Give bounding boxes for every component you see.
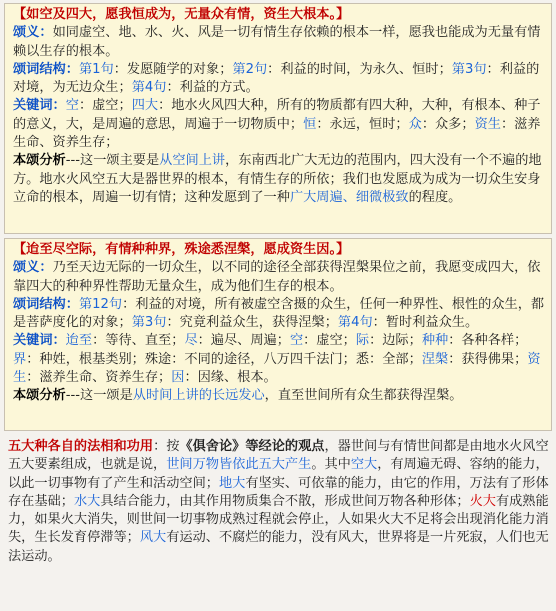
structure-key: 第12句 xyxy=(78,296,123,312)
verse-2-analysis xyxy=(13,387,545,405)
keyword-def: ：地水火风四大种，所有的物质都有四大种，大种，有根本、种子的意义，大，是周遍的意思，周遍于一切物质中； xyxy=(13,98,541,132)
keyword: 种种 xyxy=(421,333,449,349)
elements-text: ，器世间与有情世间都是由地水火风空五大要素组成，也就是说， xyxy=(8,439,549,473)
analysis-text: ---这一颂是 xyxy=(65,388,133,404)
keyword-def: ：种姓，根基类别；殊途：不同的途径，八万四千法门；悉：全部； xyxy=(26,351,422,367)
structure-key: 第4句 xyxy=(337,315,373,331)
verse-2-structure xyxy=(13,296,545,333)
analysis-label: 本颂分析 xyxy=(13,388,66,404)
elements-text: 具结合能力，由其作用物质集合不散，形成世间万物各种形体； xyxy=(100,493,470,509)
keyword-def: ：众多； xyxy=(421,116,475,132)
meaning-text: 如同虚空、地、水、火、风是一切有情生存依赖的根本一样，愿我也能成为无量有情赖以生存的根本。 xyxy=(13,25,541,59)
keyword: 涅槃 xyxy=(421,351,449,367)
elements-text: ：按 xyxy=(153,439,180,454)
meaning-label: 颂义： xyxy=(13,260,53,276)
analysis-label: 本颂分析 xyxy=(13,153,66,169)
elements-highlight: 世间万物皆依此五大产生 xyxy=(166,457,312,473)
structure-value: ：利益的对境，所有被虚空含摄的众生，任何一种界性、根性的众生，都是菩萨度化的对象； xyxy=(13,296,545,331)
analysis-highlight: 广大周遍、细微极致 xyxy=(289,189,409,205)
verse-section-1 xyxy=(4,3,552,234)
keyword-def: ：滋养生命、资养生存； xyxy=(13,116,541,151)
meaning-label: 颂义： xyxy=(13,25,53,41)
verse-2-keywords xyxy=(13,332,545,387)
keywords-label: 关键词： xyxy=(13,333,66,349)
verse-1-title: 【如空及四大，愿我恒成为，无量众有情，资生大根本。】 xyxy=(13,7,350,22)
keyword-def: ：遍尽、周遍； xyxy=(197,333,290,349)
structure-key: 第4句 xyxy=(131,80,167,96)
structure-label: 颂词结构： xyxy=(13,296,79,312)
structure-label: 颂词结构： xyxy=(13,61,79,77)
keyword-def: ：永远，恒时； xyxy=(316,116,409,132)
verse-1-structure xyxy=(13,61,545,98)
book-title: 《俱舍论》 xyxy=(179,439,246,454)
keyword: 四大 xyxy=(131,98,159,114)
analysis-highlight: 从空间上讲 xyxy=(159,153,226,169)
analysis-text: ---这一颂主要是 xyxy=(65,153,160,169)
element-space: 空大 xyxy=(350,457,378,473)
analysis-highlight: 从时间上讲的长远发心 xyxy=(132,388,265,404)
keyword-def: ：获得佛果； xyxy=(448,351,528,367)
keyword: 因 xyxy=(171,370,185,386)
keyword: 空 xyxy=(65,98,79,114)
keyword: 众 xyxy=(408,116,422,132)
elements-text: 。其中 xyxy=(311,457,351,473)
analysis-text: 的程度。 xyxy=(408,189,462,205)
structure-key: 第3句 xyxy=(131,315,167,331)
elements-title: 五大种各自的法相和功用 xyxy=(8,439,154,454)
keyword-def: ：边际； xyxy=(369,333,422,349)
verse-2-title: 【迨至尽空际，有情种种界，殊途悉涅槃，愿成资生因。】 xyxy=(13,242,350,257)
verse-1-meaning xyxy=(13,24,545,61)
elements-section xyxy=(4,438,552,566)
structure-key: 第2句 xyxy=(232,61,268,77)
analysis-text: ，直至世间所有众生都获得涅槃。 xyxy=(264,388,463,404)
element-fire: 火大 xyxy=(469,493,496,509)
structure-value: ：利益的方式。 xyxy=(166,80,259,96)
keyword-def: ：各种各样； xyxy=(448,333,528,349)
keyword: 资生 xyxy=(474,116,501,132)
elements-text: 等经论的观点 xyxy=(245,439,325,454)
verse-section-2 xyxy=(4,238,552,431)
structure-value: ：利益的对境，为无边众生； xyxy=(13,61,540,96)
verse-1-analysis xyxy=(13,152,545,207)
elements-paragraph xyxy=(8,438,552,566)
keywords-label: 关键词： xyxy=(13,98,66,114)
verse-1-keywords xyxy=(13,97,545,152)
keyword: 迨至 xyxy=(65,333,93,349)
keyword-def: ：虚空； xyxy=(78,98,132,114)
structure-value: ：究竟利益众生，获得涅槃； xyxy=(166,315,338,331)
structure-key: 第1句 xyxy=(78,61,114,77)
keyword-def: ：因缘、根本。 xyxy=(184,370,277,386)
keyword-def: ：等待、直至； xyxy=(92,333,185,349)
analysis-text: ，东南西北广大无边的范围内，四大没有一个不遍的地方。地水火风空五大是器世界的根本，有情生存的所依；我们也发愿成为成为一切众生安身立命的根本，周遍一切有情；这种发愿到了一种 xyxy=(13,153,542,205)
keyword-def: ：滋养生命、资养生存； xyxy=(26,370,172,386)
element-earth: 地大 xyxy=(219,475,246,491)
structure-value: ：利益的时间，为永久、恒时； xyxy=(267,61,452,77)
structure-value: ：发愿随学的对象； xyxy=(113,61,233,77)
elements-text: 有运动、不腐烂的能力，没有风大，世界将是一片死寂，人们也无法运动。 xyxy=(8,530,549,564)
elements-text: 有成熟能力，如果火大消失，则世间一切事物成熟过程就会停止，人如果火大不足将会出现消化能力消失，生长发育停滞等； xyxy=(8,493,549,546)
keyword: 尽 xyxy=(184,333,198,349)
elements-text: ，有周遍无碍、容纳的能力，以此一切事物有了产生和活动空间； xyxy=(8,457,549,491)
structure-key: 第3句 xyxy=(451,61,487,77)
keyword: 恒 xyxy=(303,116,317,132)
keyword: 资生 xyxy=(13,351,541,386)
verse-2-meaning xyxy=(13,259,545,296)
keyword: 界 xyxy=(13,351,27,367)
structure-value: ：暂时利益众生。 xyxy=(372,315,479,331)
keyword: 际 xyxy=(355,333,370,349)
element-wind: 风大 xyxy=(139,530,167,546)
meaning-text: 乃至天边无际的一切众生，以不同的途径全部获得涅槃果位之前，我愿变成四大，依靠四大的种种界性帮助无量众生，成为他们生存的根本。 xyxy=(13,260,541,294)
keyword: 空 xyxy=(289,333,304,349)
element-water: 水大 xyxy=(73,493,101,509)
elements-text: 有坚实、可依靠的能力，由它的作用，万法有了形体存在基础； xyxy=(8,475,549,509)
keyword-def: ：虚空； xyxy=(303,333,356,349)
